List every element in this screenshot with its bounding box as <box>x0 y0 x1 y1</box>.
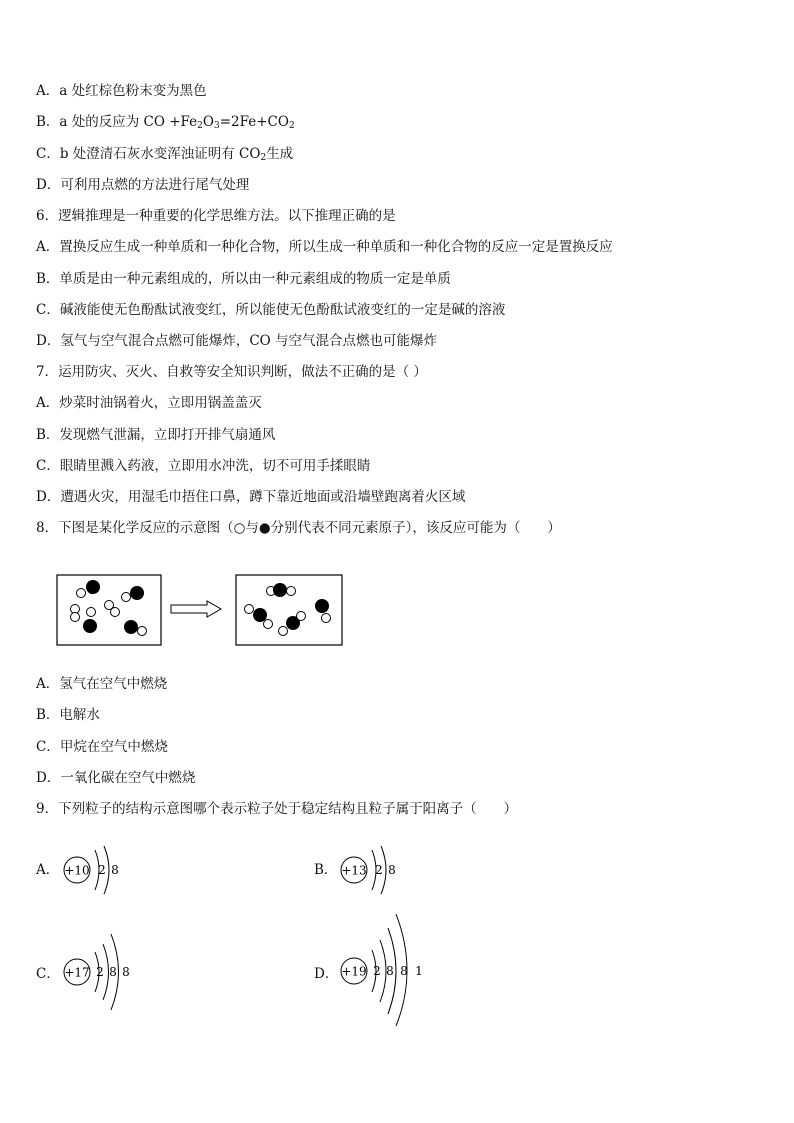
q5-option-c <box>36 145 293 167</box>
subscript: 2 <box>260 153 267 163</box>
shell-electron-count: 1 <box>415 964 423 978</box>
q8-option-a: A．氢气在空气中燃烧 <box>36 676 168 692</box>
q5-option-b-text: B．a 处的反应为 CO +Fe <box>36 114 198 130</box>
q9-option-c-label: C． <box>36 966 60 982</box>
reaction-arrow <box>171 601 221 617</box>
nucleus-charge: +13 <box>341 863 367 878</box>
q5-option-c-text: 生成 <box>266 146 294 162</box>
q8-stem: 8．下图是某化学反应的示意图（○与●分别代表不同元素原子），该反应可能为（ ） <box>36 520 561 536</box>
product-box <box>236 575 342 645</box>
q9-option-d-atom-diagram <box>338 908 438 1028</box>
q6-option-a: A．置换反应生成一种单质和一种化合物，所以生成一种单质和一种化合物的反应一定是置换反应 <box>36 239 613 255</box>
black-atom <box>253 608 267 622</box>
white-atom <box>111 608 120 617</box>
reactant-box <box>57 575 161 645</box>
subscript: 2 <box>197 121 203 131</box>
white-atom <box>245 605 254 614</box>
shell-electron-count: 8 <box>400 964 408 978</box>
white-atom <box>297 612 306 621</box>
black-atom <box>273 583 287 597</box>
black-atom <box>124 620 138 634</box>
q9-option-b-atom-diagram <box>338 840 418 900</box>
shell-electron-count: 8 <box>122 965 130 979</box>
black-atom <box>315 599 329 613</box>
q9-option-a-atom-diagram <box>62 840 142 900</box>
q6-option-c: C．碱液能使无色酚酞试液变红，所以能使无色酚酞试液变红的一定是碱的溶液 <box>36 302 506 318</box>
shell-electron-count: 8 <box>388 863 396 877</box>
q5-option-d: D．可利用点燃的方法进行尾气处理 <box>36 177 250 193</box>
black-atom <box>83 619 97 633</box>
electron-shell-arc <box>380 940 386 1002</box>
white-atom <box>287 587 296 596</box>
white-atom <box>264 620 273 629</box>
reaction-diagram <box>50 568 350 650</box>
q8-option-b: B．电解水 <box>36 707 100 723</box>
q7-option-c: C．眼睛里溅入药液，立即用水冲洗，切不可用手揉眼睛 <box>36 458 371 474</box>
white-atom <box>279 627 288 636</box>
q5-option-b-text: =2Fe+CO <box>219 114 289 130</box>
shell-electron-count: 2 <box>96 965 104 979</box>
nucleus-charge: +10 <box>64 863 90 878</box>
subscript: 3 <box>213 121 220 131</box>
shell-electron-count: 2 <box>98 863 106 877</box>
q9-option-b-label: B． <box>314 862 338 878</box>
black-atom <box>86 580 100 594</box>
q7-option-a: A．炒菜时油锅着火，立即用锅盖盖灭 <box>36 395 262 411</box>
shell-electron-count: 8 <box>109 965 117 979</box>
q5-option-b-text: O <box>202 114 214 130</box>
black-atom <box>130 586 144 600</box>
q7-stem: 7．运用防灾、灭火、自救等安全知识判断，做法不正确的是（ ） <box>36 364 427 380</box>
shell-electron-count: 8 <box>111 863 119 877</box>
white-atom <box>122 593 131 602</box>
q6-option-b: B．单质是由一种元素组成的，所以由一种元素组成的物质一定是单质 <box>36 271 451 287</box>
q9-stem: 9．下列粒子的结构示意图哪个表示粒子处于稳定结构且粒子属于阳离子（ ） <box>36 801 518 817</box>
q9-option-a-label: A． <box>36 862 60 878</box>
q7-option-b: B．发现燃气泄漏，立即打开排气扇通风 <box>36 427 276 443</box>
shell-electron-count: 8 <box>386 964 394 978</box>
shell-electron-count: 2 <box>373 964 381 978</box>
q5-option-b <box>36 113 295 135</box>
nucleus-charge: +17 <box>64 965 90 980</box>
subscript: 2 <box>288 121 295 131</box>
shell-electron-count: 2 <box>375 863 383 877</box>
white-atom <box>87 608 96 617</box>
q5-option-a: A．a 处红棕色粉末变为黑色 <box>36 83 207 99</box>
q5-option-c-text: C．b 处澄清石灰水变浑浊证明有 CO <box>36 146 261 162</box>
white-atom <box>71 613 80 622</box>
white-atom <box>322 614 331 623</box>
q9-option-d-label: D． <box>314 966 339 982</box>
q6-option-d: D．氢气与空气混合点燃可能爆炸，CO 与空气混合点燃也可能爆炸 <box>36 333 438 349</box>
q7-option-d: D．遭遇火灾，用湿毛巾捂住口鼻，蹲下靠近地面或沿墙壁跑离着火区域 <box>36 489 466 505</box>
q6-stem: 6．逻辑推理是一种重要的化学思维方法。以下推理正确的是 <box>36 208 396 224</box>
white-atom <box>77 589 86 598</box>
nucleus-charge: +19 <box>341 964 367 979</box>
q8-option-d: D．一氧化碳在空气中燃烧 <box>36 770 196 786</box>
white-atom <box>138 627 147 636</box>
q8-option-c: C．甲烷在空气中燃烧 <box>36 739 168 755</box>
q9-option-c-atom-diagram <box>62 930 142 1014</box>
